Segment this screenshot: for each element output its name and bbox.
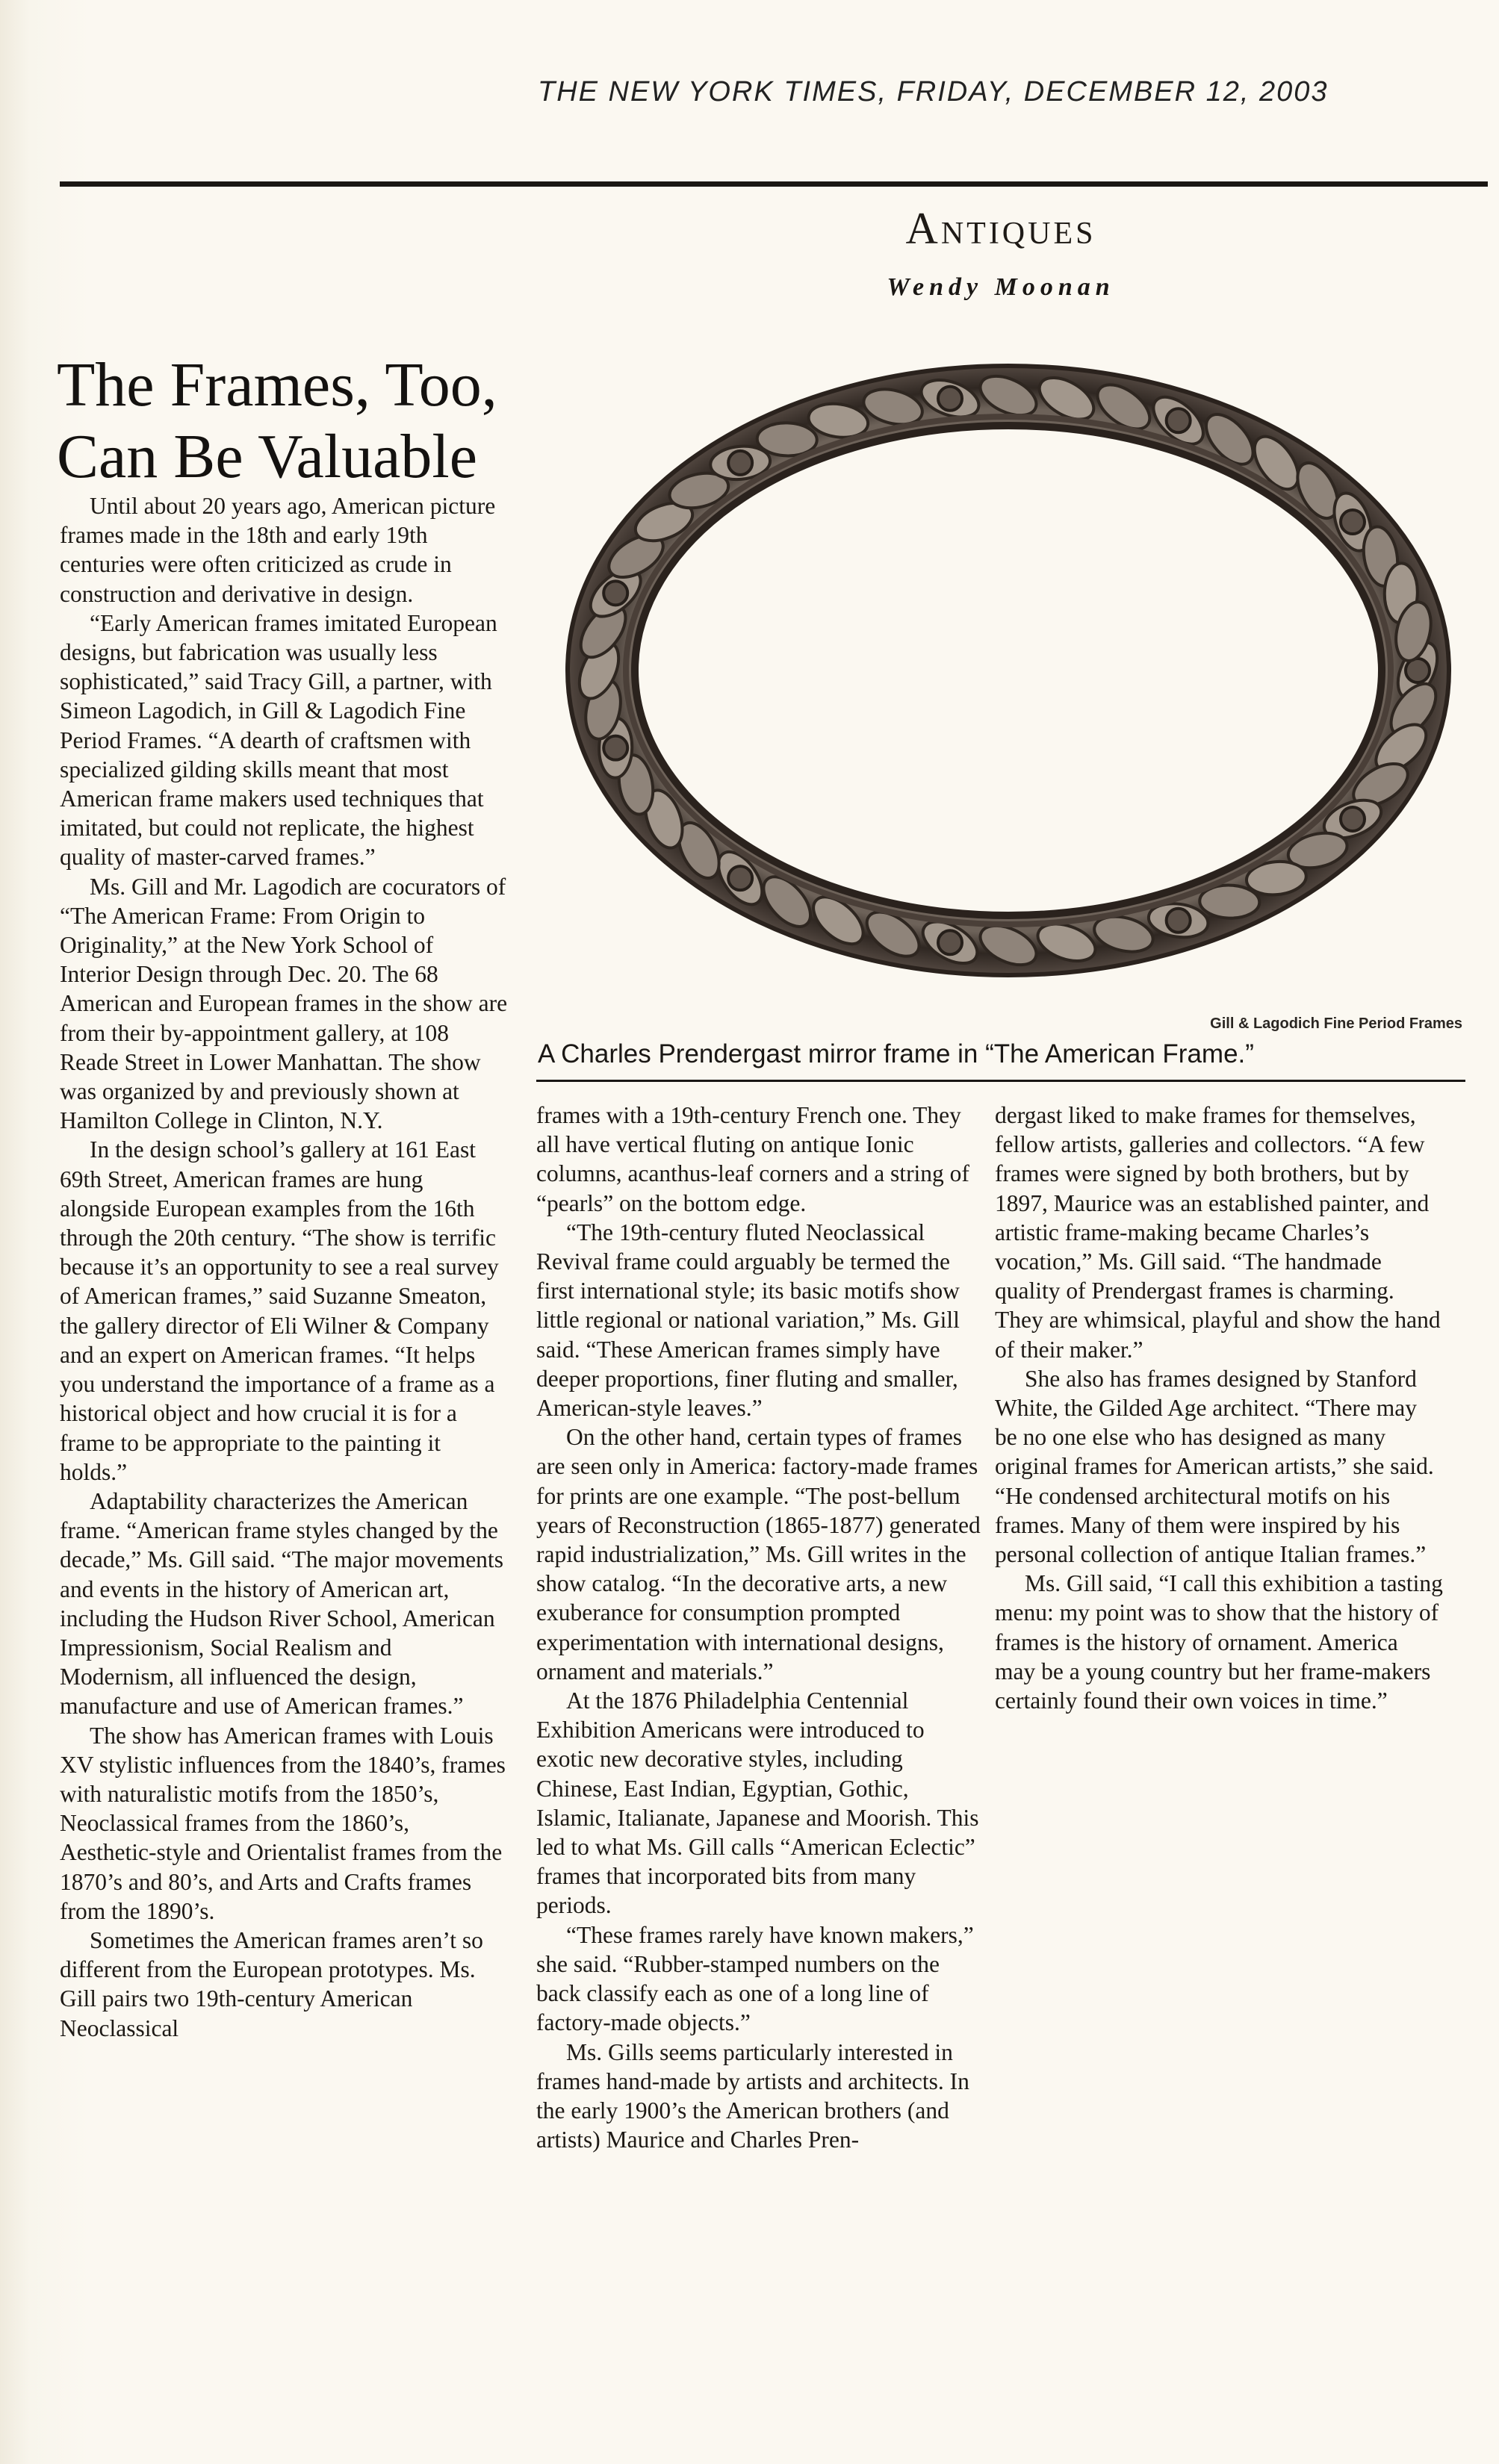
article-column-3 bbox=[995, 1101, 1443, 1715]
photo-credit: Gill & Lagodich Fine Period Frames bbox=[1210, 1015, 1462, 1032]
top-rule bbox=[60, 181, 1488, 187]
frame-rosette bbox=[603, 581, 627, 605]
article-paragraph: Ms. Gills seems particularly interested in frames hand-made by artists and architects. In the early 1900’s the American brothers (and artists) Maurice and Charles Pren- bbox=[536, 2038, 969, 2153]
article-paragraph: Sometimes the American frames aren’t so different from the European prototypes. Ms. Gill pairs two 19th-century American Neoclassical bbox=[60, 1926, 483, 2041]
article-paragraph: Ms. Gill said, “I call this exhibition a tasting menu: my point was to show that the history of frames is the history of ornament. America may be a young country but her frame-makers certainly found their own voices in time.” bbox=[995, 1570, 1443, 1714]
article-paragraph: In the design school’s gallery at 161 East 69th Street, American frames are hung alongside European examples from the 16th through the 20th century. “The show is terrific because it’s an opportunity to see a real survey of American frames,” said Suzanne Smeaton, the gallery director of Eli Wilner & Company and an expert on American frames. “It helps you understand the importance of a frame as a historical object and how crucial it is for a frame to be appropriate to the painting it holds.” bbox=[60, 1136, 499, 1485]
article-paragraph: frames with a 19th-century French one. They all have vertical fluting on antique Ionic columns, acanthus-leaf corners and a string of “pearls” on the bottom edge. bbox=[536, 1102, 969, 1216]
photo-caption: A Charles Prendergast mirror frame in “The American Frame.” bbox=[538, 1039, 1254, 1068]
article-column-1 bbox=[60, 491, 508, 2043]
frame-rosette bbox=[1341, 807, 1365, 831]
frame-rosette bbox=[728, 451, 752, 475]
mirror-glass bbox=[635, 426, 1382, 915]
article-paragraph: Ms. Gill and Mr. Lagodich are cocurators of “The American Frame: From Origin to Originality,” at the New York School of Interior Design through Dec. 20. The 68 American and European frames in the show are from their by-appointment gallery, at 108 Reade Street in Lower Manhattan. The show was organized by and previously shown at Hamilton College in Clinton, N.Y. bbox=[60, 873, 508, 1134]
oval-mirror-frame-photo bbox=[553, 357, 1464, 999]
article-paragraph: At the 1876 Philadelphia Centennial Exhibition Americans were introduced to exotic new decorative styles, including Chinese, East Indian, Egyptian, Gothic, Islamic, Italianate, Japanese and Moorish. This led to what Ms. Gill calls “American Eclectic” frames that incorporated bits from many periods. bbox=[536, 1687, 979, 1919]
frame-rosette bbox=[603, 736, 627, 760]
dateline: THE NEW YORK TIMES, FRIDAY, DECEMBER 12, 2003 bbox=[538, 76, 1329, 108]
article-paragraph: “These frames rarely have known makers,” she said. “Rubber-stamped numbers on the back classify each as one of a long line of factory-made objects.” bbox=[536, 1921, 974, 2036]
article-paragraph: “The 19th-century fluted Neoclassical Revival frame could arguably be termed the first international style; its basic motifs show little regional or national variation,” Ms. Gill said. “These American frames simply have deeper proportions, finer fluting and smaller, American-style leaves.” bbox=[536, 1219, 960, 1422]
article-paragraph: On the other hand, certain types of frames are seen only in America: factory-made frames for prints are one example. “The post-bellum years of Reconstruction (1865-1877) generated rapid industrialization,” Ms. Gill writes in the show catalog. “In the decorative arts, a new exuberance for consumption prompted experimentation with international designs, ornament and materials.” bbox=[536, 1424, 981, 1684]
frame-illustration bbox=[553, 357, 1464, 999]
article-paragraph: The show has American frames with Louis XV stylistic influences from the 1840’s, frames with naturalistic motifs from the 1850’s, Neoclassical frames from the 1860’s, Aesthetic-style and Orientalist frames from the 1870’s and 80’s, and Arts and Crafts frames from the 1890’s. bbox=[60, 1722, 506, 1924]
byline: Wendy Moonan bbox=[887, 273, 1115, 301]
frame-rosette bbox=[1341, 510, 1365, 534]
frame-rosette bbox=[938, 387, 962, 411]
frame-rosette bbox=[1167, 909, 1191, 933]
article-paragraph: She also has frames designed by Stanford White, the Gilded Age architect. “There may be no one else who has designed as many original frames for American artists,” she said. “He condensed architectural motifs on his frames. Many of them were inspired by his personal collection of antique Italian frames.” bbox=[995, 1365, 1434, 1568]
article-paragraph: Adaptability characterizes the American frame. “American frame styles changed by the decade,” Ms. Gill said. “The major movements and events in the history of American art, including the Hudson River School, American Impressionism, Social Realism and Modernism, all influenced the design, manufacture and use of American frames.” bbox=[60, 1487, 503, 1720]
headline: The Frames, Too, Can Be Valuable bbox=[57, 350, 497, 491]
article-paragraph: “Early American frames imitated European designs, but fabrication was usually less sophisticated,” said Tracy Gill, a partner, with Simeon Lagodich, in Gill & Lagodich Fine Period Frames. “A dearth of craftsmen with specialized gilding skills meant that most American frame makers used techniques that imitated, but could not replicate, the highest quality of master-carved frames.” bbox=[60, 609, 497, 871]
article-paragraph: Until about 20 years ago, American picture frames made in the 18th and early 19th centuries were often criticized as crude in construction and derivative in design. bbox=[60, 493, 496, 607]
frame-rosette bbox=[728, 866, 752, 890]
section-title: Antiques bbox=[905, 204, 1096, 253]
frame-rosette bbox=[938, 930, 962, 954]
article-column-2 bbox=[536, 1101, 984, 2154]
article-paragraph: dergast liked to make frames for themselves, fellow artists, galleries and collectors. “A few frames were signed by both brothers, but by 1897, Maurice was an established painter, and artistic frame-making became Charles’s vocation,” Ms. Gill said. “The handmade quality of Prendergast frames is charming. They are whimsical, playful and show the hand of their maker.” bbox=[995, 1102, 1441, 1363]
frame-rosette bbox=[1167, 408, 1191, 432]
caption-rule bbox=[536, 1080, 1465, 1082]
